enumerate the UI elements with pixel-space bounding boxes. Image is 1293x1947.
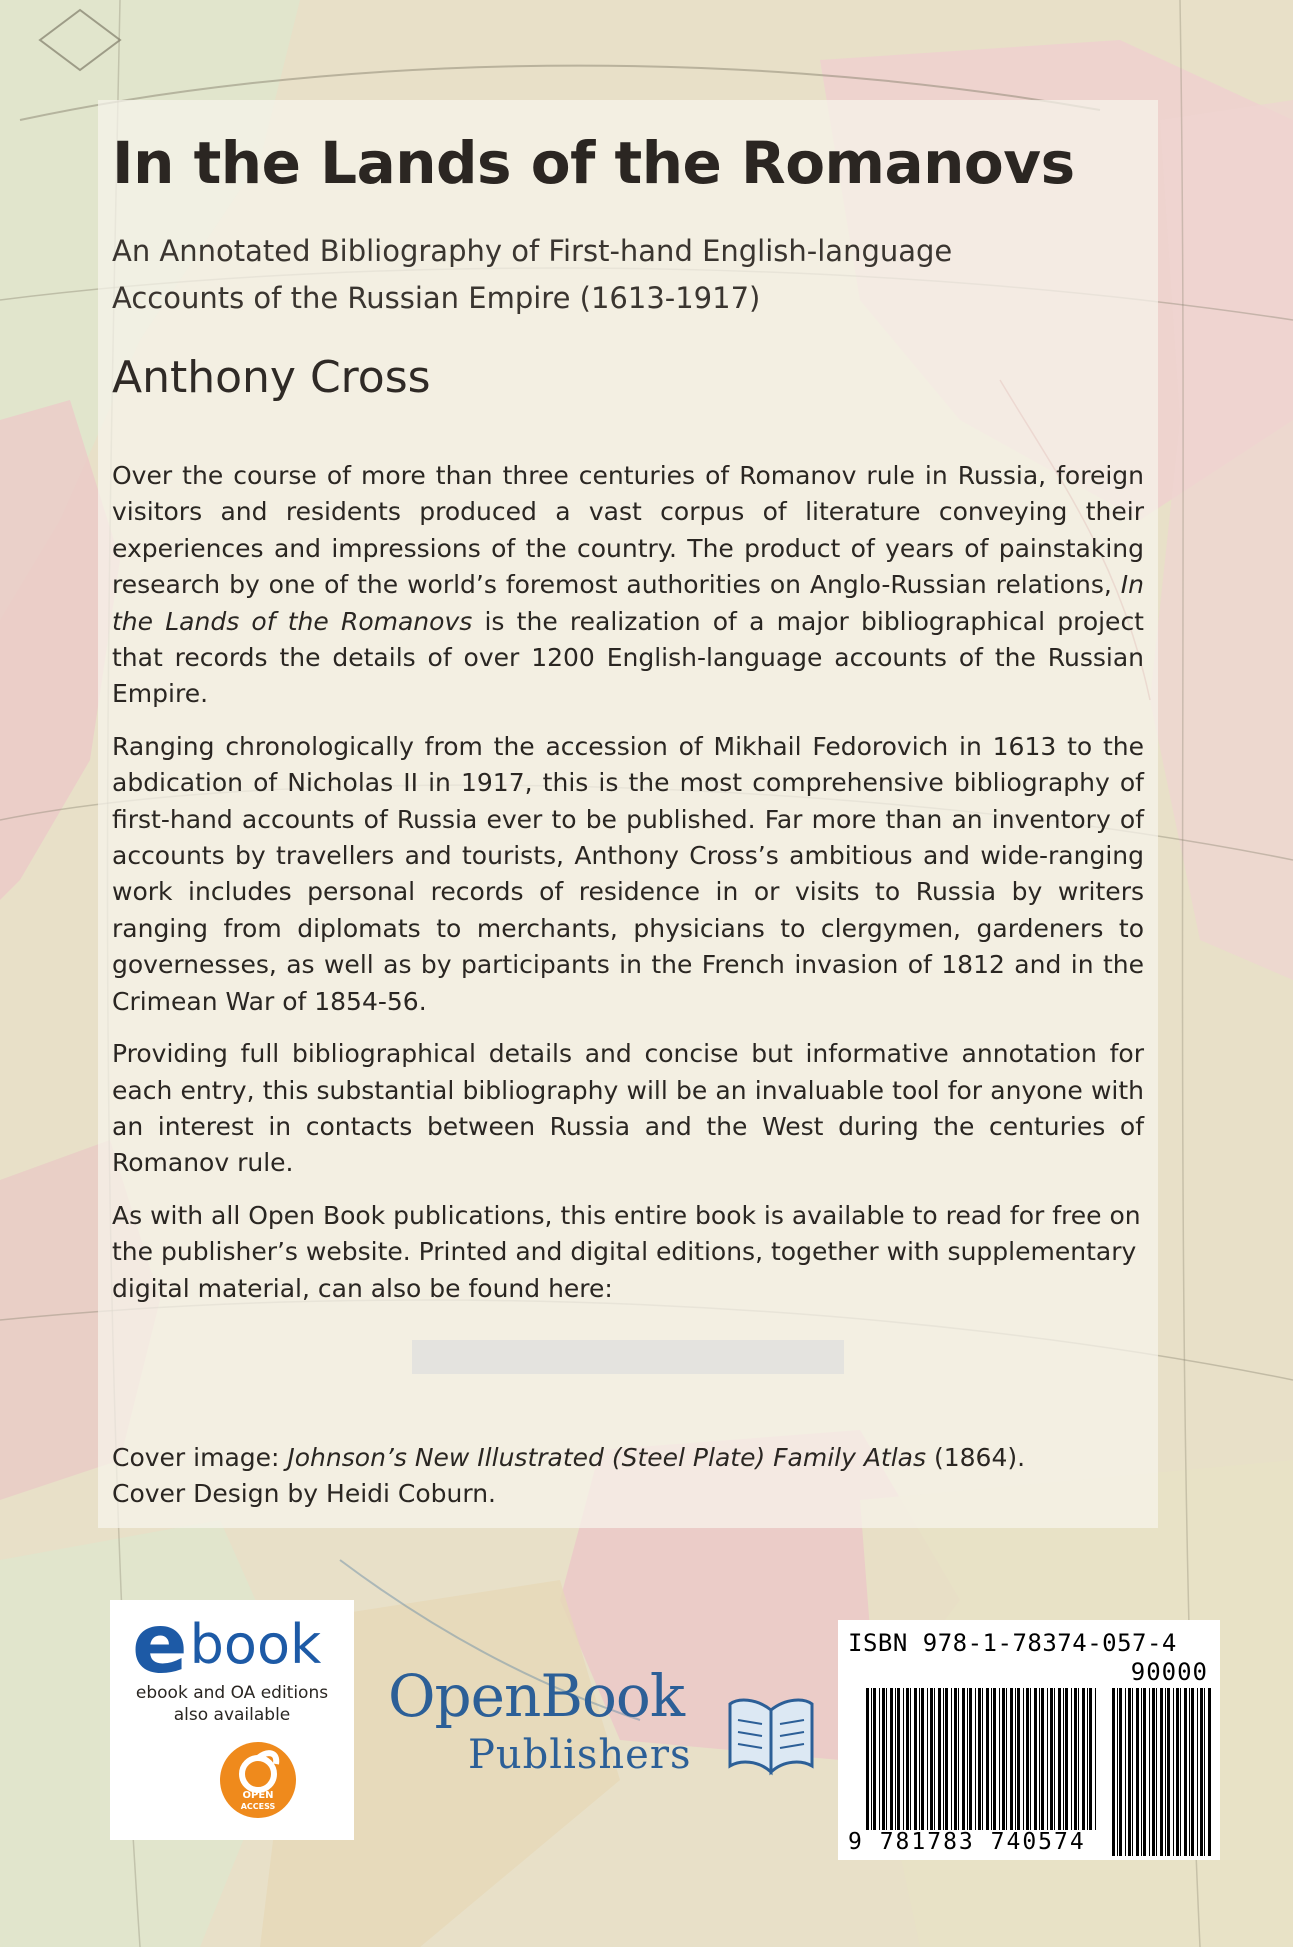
barcode-bar: [1197, 1688, 1198, 1856]
cover-image-credit: [112, 1440, 1112, 1476]
ebook-logo-book: book: [189, 1613, 322, 1676]
subtitle-line-1: An Annotated Bibliography of First-hand English-language: [112, 234, 953, 268]
barcode-bar: [962, 1688, 965, 1830]
barcode-bar: [975, 1688, 976, 1830]
blurb-paragraph-2: Ranging chronologically from the accession of Mikhail Fedorovich in 1613 to the abdication of Nicholas II in 1917, this is the most comprehensive bibliography of first-hand accounts of Russia ever to be published. Far more than an inventory of accounts by travellers and tourists, Anthony Cross’s ambitious and wide-ranging work includes personal records of residence in or visits to Russia by writers ranging from diplomats to merchants, physicians to clergymen, gardeners to governesses, as well as by participants in the French invasion of 1812 and in the Crimean War of 1854-56.: [112, 731, 1144, 1016]
barcode-bar: [1002, 1688, 1005, 1830]
barcode-bar: [1125, 1688, 1126, 1856]
oa-label-access: ACCESS: [240, 1802, 276, 1811]
blurb-paragraph-3: Providing full bibliographical details and concise but informative annotation for each entry, this substantial bibliography will be an invaluable tool for anyone with an interest in contacts between Russia and the West during the centuries of Romanov rule.: [112, 1039, 1144, 1178]
barcode-bar: [1149, 1688, 1150, 1856]
barcode-bar: [991, 1688, 992, 1830]
barcode-bar: [954, 1688, 957, 1830]
publisher-name: OpenBook: [388, 1662, 684, 1730]
barcode-bar: [1050, 1688, 1053, 1830]
barcode-box: [838, 1620, 1220, 1860]
barcode-bar: [919, 1688, 920, 1830]
ebook-logo-e: e: [132, 1597, 188, 1692]
barcode-bar: [1189, 1688, 1190, 1856]
barcode-bar: [999, 1688, 1000, 1830]
barcode-bar: [1082, 1688, 1085, 1830]
book-title: In the Lands of the Romanovs: [112, 129, 1075, 197]
publisher-logo: [388, 1660, 820, 1800]
barcode-bar: [1095, 1688, 1096, 1830]
barcode-bar: [1132, 1688, 1133, 1856]
barcode-bar: [1204, 1688, 1205, 1856]
barcode-bar: [967, 1688, 968, 1830]
barcode-bar: [1017, 1688, 1020, 1830]
barcode-bar: [1010, 1688, 1013, 1830]
barcode-bar: [1089, 1688, 1092, 1830]
redacted-url-bar: [412, 1340, 844, 1374]
barcode-bar: [958, 1688, 959, 1830]
barcode-bar: [1054, 1688, 1055, 1830]
ebook-badge: [110, 1597, 354, 1840]
barcode-bar: [1191, 1688, 1194, 1856]
barcode-bar: [1087, 1688, 1088, 1830]
blurb-paragraph-4: As with all Open Book publications, this entire book is available to read for free on the publisher’s website. Printed and digital editions, together with supplementary digital material, can also be found here:: [112, 1200, 1141, 1303]
barcode-bar: [951, 1688, 952, 1830]
barcode-bar: [927, 1688, 928, 1830]
barcode-bar: [1015, 1688, 1016, 1830]
barcode-bar: [986, 1688, 989, 1830]
barcode-bar: [1152, 1688, 1155, 1856]
barcode-bar: [934, 1688, 935, 1830]
blurb-p1-end: is the realization of a major bibliographical project that records the details of over 1200 English-language accounts of the Russian Empire.: [112, 606, 1144, 709]
barcode-bar: [882, 1688, 885, 1830]
barcode-bar: [890, 1688, 893, 1830]
barcode-bar: [886, 1688, 887, 1830]
book-subtitle: [112, 228, 1112, 322]
barcode-bar: [1041, 1688, 1044, 1830]
oa-label-open: OPEN: [242, 1790, 274, 1801]
barcode-bar: [895, 1688, 896, 1830]
addon-barcode: [1112, 1688, 1212, 1856]
barcode-bar: [1006, 1688, 1007, 1830]
barcode-bar: [1026, 1688, 1029, 1830]
cover-image-label: Cover image:: [112, 1443, 288, 1472]
barcode-bar: [1165, 1688, 1166, 1856]
barcode-bar: [1200, 1688, 1203, 1856]
price-code: 90000: [1130, 1658, 1208, 1686]
barcode-bar: [1023, 1688, 1024, 1830]
barcode-bar: [993, 1688, 996, 1830]
isbn-text: ISBN 978-1-78374-057-4: [848, 1629, 1177, 1657]
open-book-icon: [726, 1680, 816, 1780]
barcode-bar: [866, 1688, 869, 1830]
barcode-bar: [945, 1688, 948, 1830]
barcode-bar: [906, 1688, 909, 1830]
cover-image-year: (1864).: [926, 1443, 1026, 1472]
barcode-bar: [1184, 1688, 1187, 1856]
barcode-bar: [1030, 1688, 1031, 1830]
barcode-bar: [1034, 1688, 1037, 1830]
barcode-bar: [1065, 1688, 1068, 1830]
blurb-p1-start: Over the course of more than three centuries of Romanov rule in Russia, foreign visitors and residents produced a vast corpus of literature conveying their experiences and impressions of the country. The product of years of painstaking research by one of the world’s foremost authorities on Anglo-Russian relations,: [112, 461, 1144, 600]
barcode-bar: [1058, 1688, 1061, 1830]
barcode-bar: [943, 1688, 944, 1830]
blurb-paragraph-1: [112, 458, 1144, 713]
barcode-bar: [978, 1688, 981, 1830]
barcode-bar: [903, 1688, 904, 1830]
barcode-bar: [1160, 1688, 1163, 1856]
barcode-bar: [1047, 1688, 1048, 1830]
barcode-bar: [1063, 1688, 1064, 1830]
credits: [112, 1440, 1112, 1513]
blurb: [112, 458, 1144, 1323]
barcode-bar: [1141, 1688, 1142, 1856]
barcode-bar: [897, 1688, 900, 1830]
barcode-bar: [982, 1688, 983, 1830]
book-author: Anthony Cross: [112, 352, 431, 403]
barcode-bar: [1074, 1688, 1077, 1830]
barcode-bar: [1119, 1688, 1122, 1856]
ebook-note-line-2: also available: [173, 1705, 291, 1725]
cover-image-title: Johnson’s New Illustrated (Steel Plate) Family Atlas: [287, 1443, 927, 1472]
ebook-note: [110, 1682, 354, 1726]
barcode-bar: [1156, 1688, 1157, 1856]
ean-barcode: [866, 1688, 1098, 1830]
barcode-bar: [1143, 1688, 1146, 1856]
barcode-bar: [1128, 1688, 1131, 1856]
blurb-p1-title: In the Lands of the Romanovs: [112, 570, 1144, 636]
barcode-bar: [910, 1688, 911, 1830]
barcode-bar: [873, 1688, 876, 1830]
barcode-bar: [879, 1688, 880, 1830]
publisher-sub: Publishers: [468, 1732, 692, 1778]
barcode-bar: [1136, 1688, 1139, 1856]
barcode-bar: [914, 1688, 917, 1830]
barcode-bar: [1167, 1688, 1170, 1856]
barcode-bar: [1173, 1688, 1174, 1856]
open-access-lock-icon: [218, 1740, 298, 1820]
barcode-bar: [921, 1688, 924, 1830]
subtitle-line-2: Accounts of the Russian Empire (1613-1917): [112, 281, 761, 315]
barcode-bar: [930, 1688, 933, 1830]
barcode-bar: [938, 1688, 941, 1830]
ebook-note-line-1: ebook and OA editions: [135, 1683, 329, 1703]
barcode-bar: [969, 1688, 972, 1830]
barcode-bar: [1180, 1688, 1181, 1856]
ean-digits: 9 781783 740574: [848, 1829, 1086, 1855]
barcode-bar: [1176, 1688, 1179, 1856]
barcode-bar: [1071, 1688, 1072, 1830]
barcode-bar: [871, 1688, 872, 1830]
cover-design-credit: Cover Design by Heidi Coburn.: [112, 1479, 497, 1509]
ebook-logo: [132, 1597, 322, 1692]
barcode-bar: [1039, 1688, 1040, 1830]
barcode-bar: [1208, 1688, 1211, 1856]
barcode-bar: [1078, 1688, 1079, 1830]
